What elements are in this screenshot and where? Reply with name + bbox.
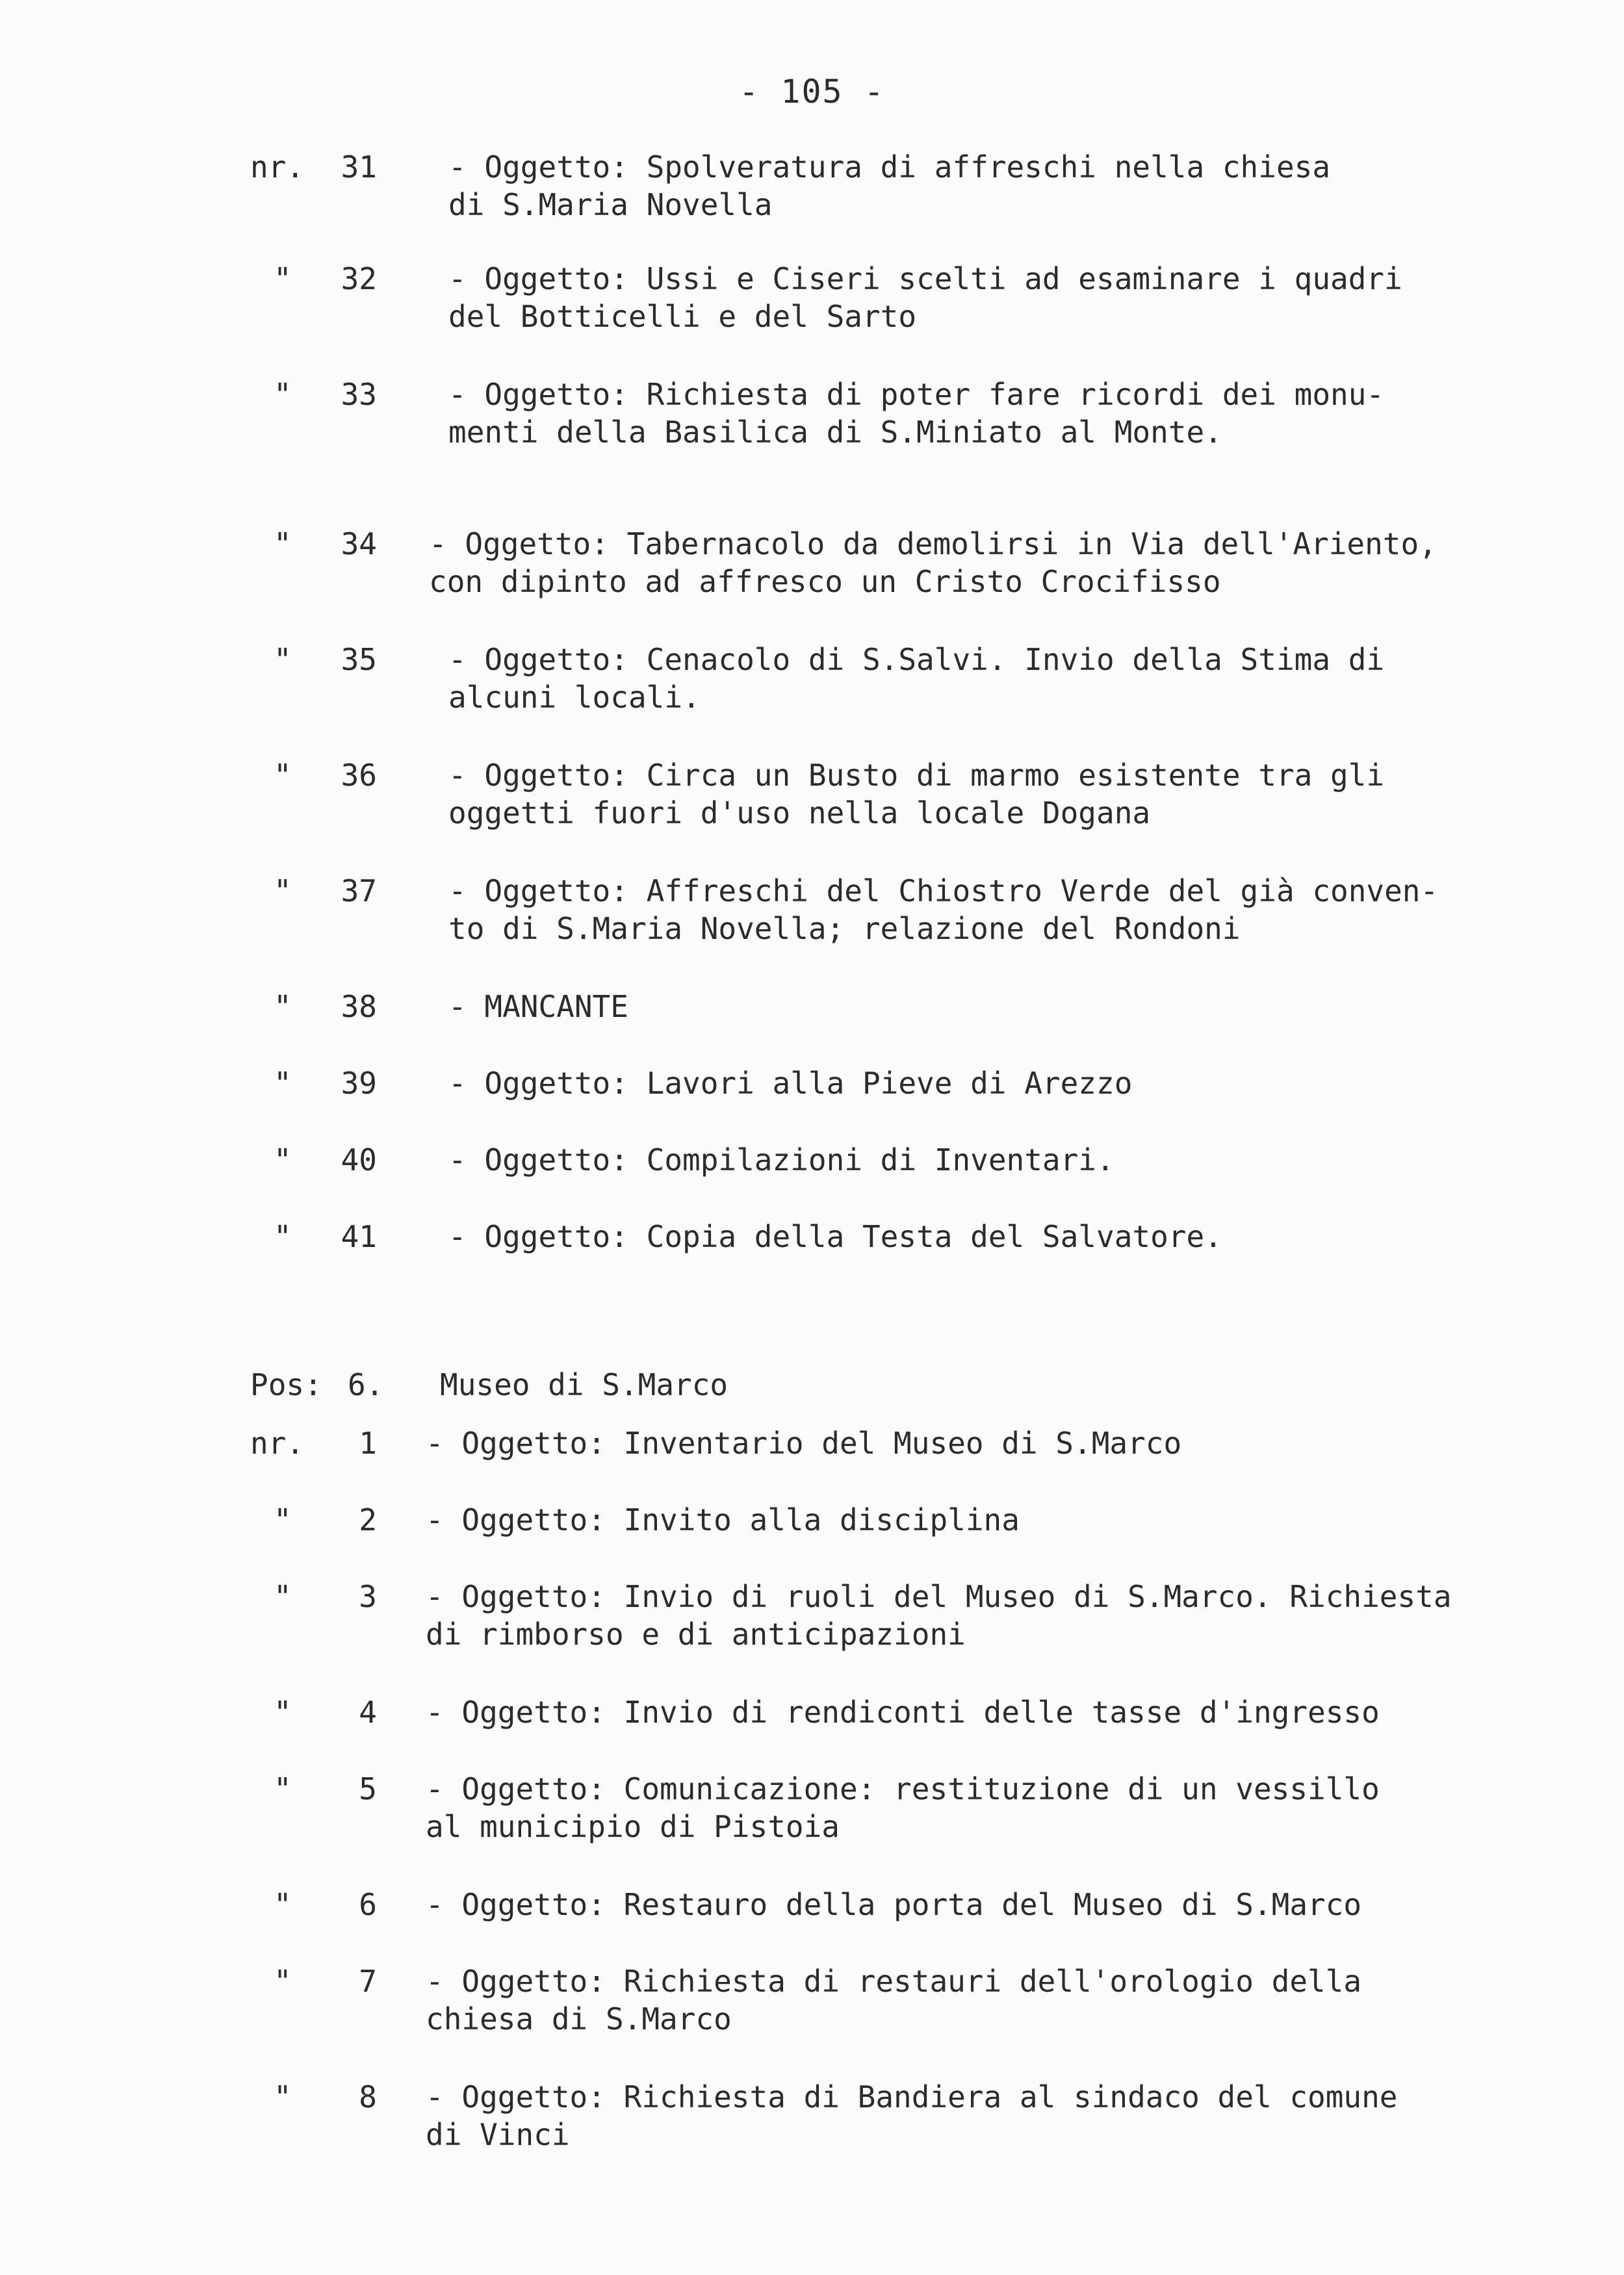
- entry-line: chiesa di S.Marco: [426, 2001, 732, 2037]
- entry-number: 32: [341, 261, 377, 296]
- entry-text: [426, 1886, 1361, 1923]
- entry-text: [448, 376, 1384, 451]
- entry-number: 31: [341, 149, 377, 185]
- entry-line: con dipinto ad affresco un Cristo Crocifisso: [429, 564, 1221, 599]
- page-number: - 105 -: [739, 73, 885, 110]
- entry-number: 39: [341, 1066, 377, 1101]
- entry-text: [426, 1424, 1181, 1462]
- entry-number: 5: [359, 1771, 377, 1806]
- entry-text: [448, 1064, 1132, 1102]
- list-item: [250, 376, 1569, 451]
- entry-line: di S.Maria Novella: [448, 187, 773, 222]
- section-number: 6.: [348, 1367, 384, 1402]
- entry-prefix: ": [274, 1142, 292, 1177]
- list-item: [250, 148, 1569, 224]
- entry-line: - Oggetto: Lavori alla Pieve di Arezzo: [448, 1066, 1133, 1101]
- entry-number: 33: [341, 377, 377, 412]
- entry-number: 7: [359, 1964, 377, 1999]
- list-item: [250, 988, 1569, 1025]
- list-item: [250, 525, 1569, 600]
- entry-line: to di S.Maria Novella; relazione del Rondoni: [448, 911, 1241, 946]
- entry-text: [448, 1218, 1222, 1255]
- entry-line: - Oggetto: Affreschi del Chiostro Verde del già conven-: [448, 873, 1439, 908]
- entry-line: - Oggetto: Invio di ruoli del Museo di S.Marco. Richiesta: [426, 1579, 1452, 1614]
- entry-prefix: ": [274, 526, 292, 561]
- entry-number: 40: [341, 1142, 377, 1177]
- entry-line: - Oggetto: Ussi e Ciseri scelti ad esaminare i quadri: [448, 261, 1402, 296]
- entry-text: [448, 260, 1402, 335]
- entry-text: [426, 1693, 1380, 1731]
- entry-number: 4: [359, 1695, 377, 1730]
- list-item: [250, 1886, 1569, 1923]
- entry-line: - Oggetto: Comunicazione: restituzione di un vessillo: [426, 1771, 1380, 1806]
- entry-text: [448, 872, 1438, 947]
- entry-text: [426, 1578, 1452, 1653]
- entry-number: 41: [341, 1219, 377, 1254]
- list-item: [250, 1141, 1569, 1179]
- list-item: [250, 1218, 1569, 1255]
- list-item: [250, 1501, 1569, 1539]
- entry-line: - Oggetto: Restauro della porta del Museo di S.Marco: [426, 1887, 1362, 1922]
- section-heading: [250, 1366, 1225, 1404]
- entry-line: - Oggetto: Tabernacolo da demolirsi in Via dell'Ariento,: [429, 526, 1437, 561]
- entry-line: - Oggetto: Invito alla disciplina: [426, 1502, 1020, 1537]
- entry-prefix: ": [274, 758, 292, 793]
- entry-text: [426, 1962, 1361, 2038]
- entry-text: [448, 1141, 1115, 1179]
- entry-prefix: ": [274, 1219, 292, 1254]
- entry-prefix: ": [274, 1887, 292, 1922]
- entry-line: - Oggetto: Copia della Testa del Salvatore.: [448, 1219, 1222, 1254]
- entry-text: [448, 148, 1330, 224]
- entry-line: - Oggetto: Richiesta di poter fare ricordi dei monu-: [448, 377, 1385, 412]
- list-item: [250, 1962, 1569, 2038]
- entry-number: 34: [341, 526, 377, 561]
- entry-line: di Vinci: [426, 2117, 570, 2152]
- entry-prefix: ": [274, 2079, 292, 2114]
- entry-prefix: ": [274, 1695, 292, 1730]
- entry-number: 2: [359, 1502, 377, 1537]
- entry-number: 1: [359, 1426, 377, 1461]
- entry-text: [448, 988, 628, 1025]
- entry-prefix: ": [274, 377, 292, 412]
- list-item: [250, 2078, 1569, 2153]
- entry-number: 36: [341, 758, 377, 793]
- entry-prefix: ": [274, 642, 292, 677]
- entry-line: oggetti fuori d'uso nella locale Dogana: [448, 795, 1151, 830]
- entry-line: - Oggetto: Compilazioni di Inventari.: [448, 1142, 1115, 1177]
- entry-text: [429, 525, 1437, 600]
- entry-line: menti della Basilica di S.Miniato al Monte.: [448, 415, 1222, 450]
- list-item: [250, 1578, 1569, 1653]
- entry-text: [426, 1770, 1380, 1845]
- entry-line: al municipio di Pistoia: [426, 1809, 840, 1844]
- list-item: [250, 1424, 1569, 1462]
- entry-line: - MANCANTE: [448, 989, 628, 1024]
- entry-line: - Oggetto: Spolveratura di affreschi nella chiesa: [448, 149, 1331, 185]
- entry-line: di rimborso e di anticipazioni: [426, 1617, 966, 1652]
- entry-text: [426, 1501, 1020, 1539]
- entry-text: [448, 756, 1384, 832]
- entry-line: - Oggetto: Invio di rendiconti delle tasse d'ingresso: [426, 1695, 1380, 1730]
- entry-line: alcuni locali.: [448, 680, 701, 715]
- entry-line: - Oggetto: Richiesta di Bandiera al sindaco del comune: [426, 2079, 1398, 2114]
- entry-line: - Oggetto: Richiesta di restauri dell'orologio della: [426, 1964, 1362, 1999]
- list-item: [250, 260, 1569, 335]
- entry-number: 8: [359, 2079, 377, 2114]
- entry-number: 6: [359, 1887, 377, 1922]
- entry-line: - Oggetto: Cenacolo di S.Salvi. Invio della Stima di: [448, 642, 1385, 677]
- entry-number: 3: [359, 1579, 377, 1614]
- entry-text: [448, 641, 1384, 716]
- list-item: [250, 641, 1569, 716]
- entry-prefix: ": [274, 1502, 292, 1537]
- list-item: [250, 872, 1569, 947]
- entry-line: del Botticelli e del Sarto: [448, 299, 917, 334]
- entry-prefix: ": [274, 261, 292, 296]
- entry-prefix: nr.: [250, 149, 305, 185]
- list-item: [250, 756, 1569, 832]
- entry-number: 35: [341, 642, 377, 677]
- entry-number: 37: [341, 873, 377, 908]
- entry-prefix: nr.: [250, 1426, 305, 1461]
- entry-prefix: ": [274, 989, 292, 1024]
- entry-prefix: ": [274, 1579, 292, 1614]
- entry-prefix: ": [274, 1964, 292, 1999]
- list-item: [250, 1693, 1569, 1731]
- entry-number: 38: [341, 989, 377, 1024]
- entry-text: [426, 2078, 1398, 2153]
- section-title: Museo di S.Marco: [440, 1367, 728, 1402]
- section-label: Pos:: [250, 1367, 322, 1402]
- list-item: [250, 1770, 1569, 1845]
- entry-prefix: ": [274, 1771, 292, 1806]
- list-item: [250, 1064, 1569, 1102]
- entry-prefix: ": [274, 873, 292, 908]
- entry-line: - Oggetto: Inventario del Museo di S.Marco: [426, 1426, 1182, 1461]
- entry-line: - Oggetto: Circa un Busto di marmo esistente tra gli: [448, 758, 1385, 793]
- entry-prefix: ": [274, 1066, 292, 1101]
